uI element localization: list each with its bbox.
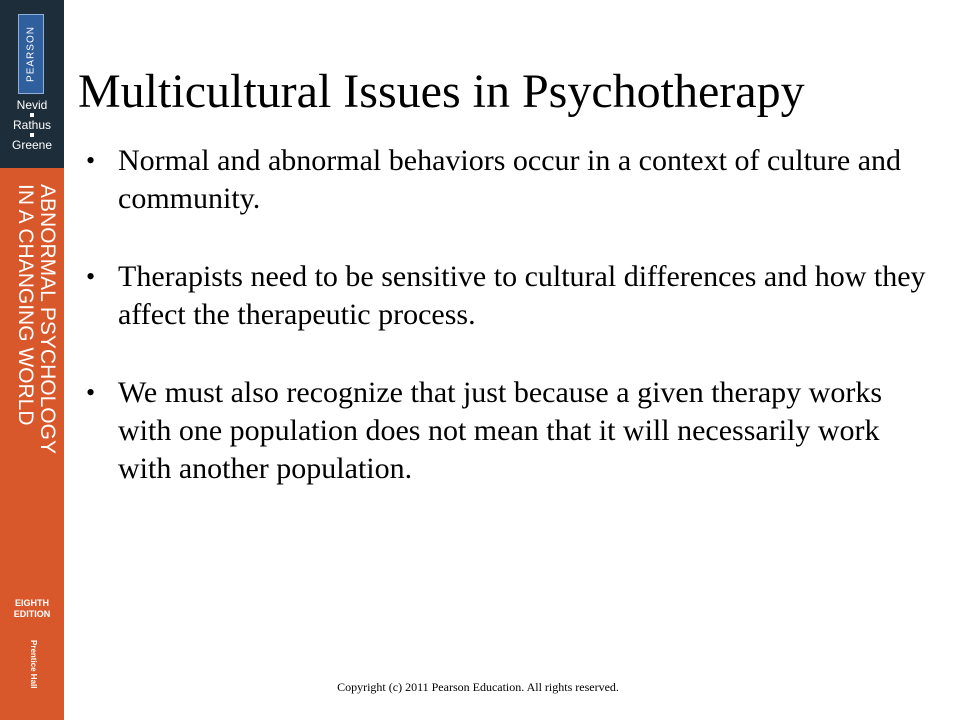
bullet-list [78, 142, 938, 528]
bullet-item [78, 374, 938, 488]
bullet-marker: • [86, 262, 96, 291]
author-name: Rathus [12, 118, 52, 132]
edition-label [0, 598, 64, 620]
edition-line-1: EIGHTH [14, 598, 49, 608]
bullet-marker: • [86, 146, 96, 175]
book-title-line-1: ABNORMAL PSYCHOLOGY [36, 184, 59, 454]
imprint-label [4, 640, 60, 700]
separator-dot [30, 113, 34, 117]
bullet-text: Therapists need to be sensitive to cultural differences and how they affect the therapeutic process. [118, 260, 926, 331]
book-title-line-2: IN A CHANGING WORLD [14, 184, 37, 426]
spine-book-title [14, 184, 58, 584]
bullet-marker: • [86, 378, 96, 407]
edition-line-2: EDITION [13, 609, 51, 619]
bullet-item [78, 258, 938, 334]
author-name: Nevid [16, 98, 48, 112]
bullet-text: Normal and abnormal behaviors occur in a context of culture and community. [118, 144, 902, 215]
separator-dot [30, 133, 34, 137]
pearson-logo [18, 14, 44, 94]
copyright-notice: Copyright (c) 2011 Pearson Education. All rights reserved. [337, 680, 619, 694]
author-name: Greene [11, 138, 53, 152]
bullet-item [78, 142, 938, 218]
imprint-text: Prentice Hall [29, 640, 38, 689]
spine-header [0, 0, 64, 168]
slide-title: Multicultural Issues in Psychotherapy [78, 65, 805, 118]
bullet-text: We must also recognize that just because a given therapy works with one population does not mean that it will necessarily work with another population. [118, 376, 883, 485]
publisher-name: PEARSON [25, 26, 37, 82]
book-spine [0, 0, 64, 720]
author-list [0, 98, 64, 152]
